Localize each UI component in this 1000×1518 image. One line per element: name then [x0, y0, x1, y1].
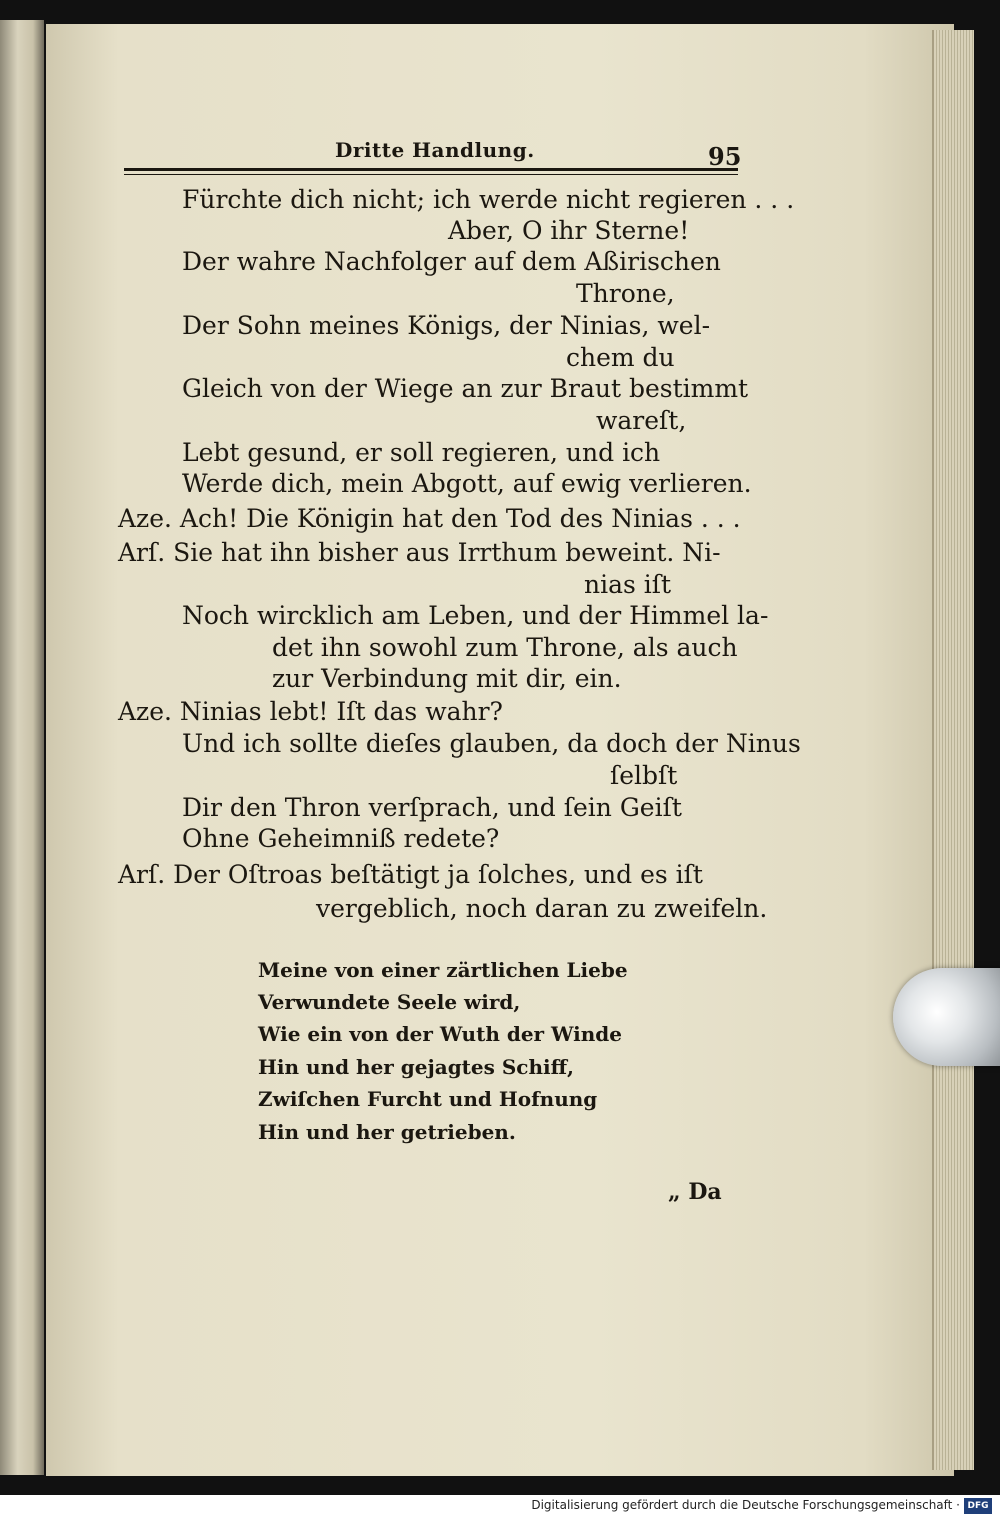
body-line: Arſ. Der Oſtroas beſtätigt ja ſolches, und es iſt: [118, 860, 703, 889]
body-line: Dir den Thron verſprach, und ſein Geiſt: [182, 793, 682, 822]
footer-credit: Digitalisierung gefördert durch die Deutsche Forschungsgemeinschaft ·: [531, 1498, 960, 1512]
page-number: 95: [708, 142, 742, 171]
body-line: Aber, O ihr Sterne!: [448, 216, 690, 245]
body-line: Fürchte dich nicht; ich werde nicht regieren . . .: [182, 185, 795, 214]
body-line: Der Sohn meines Königs, der Ninias, wel-: [182, 311, 711, 340]
aria-line: Zwiſchen Furcht und Hofnung: [258, 1087, 598, 1111]
body-line: vergeblich, noch daran zu zweifeln.: [316, 894, 768, 923]
header-rule: [124, 168, 738, 171]
body-line: Lebt gesund, er soll regieren, und ich: [182, 438, 661, 467]
aria-line: Hin und her getrieben.: [258, 1120, 516, 1144]
page-edges: [932, 30, 974, 1470]
body-line: nias iſt: [584, 570, 672, 599]
body-line: Werde dich, mein Abgott, auf ewig verlieren.: [182, 469, 752, 498]
body-line: Noch wircklich am Leben, und der Himmel la-: [182, 601, 769, 630]
dfg-logo-icon: DFG: [964, 1498, 992, 1514]
body-line: Aze. Ninias lebt! Iſt das wahr?: [118, 697, 503, 726]
facing-page-sliver: [0, 20, 44, 1475]
header-rule-thin: [124, 174, 738, 175]
body-line: Throne,: [576, 279, 675, 308]
body-line: Der wahre Nachfolger auf dem Aßirischen: [182, 247, 721, 276]
running-title: Dritte Handlung.: [335, 138, 535, 162]
body-line: ſelbſt: [610, 761, 678, 790]
page-clip: [893, 968, 1000, 1066]
aria-line: Meine von einer zärtlichen Liebe: [258, 958, 628, 982]
aria-line: Wie ein von der Wuth der Winde: [258, 1022, 622, 1046]
aria-line: Verwundete Seele wird,: [258, 990, 521, 1014]
body-line: zur Verbindung mit dir, ein.: [272, 664, 622, 693]
body-line: chem du: [566, 343, 675, 372]
body-line: Aze. Ach! Die Königin hat den Tod des Ninias . . .: [118, 504, 741, 533]
body-line: wareſt,: [596, 406, 687, 435]
body-line: Arſ. Sie hat ihn bisher aus Irrthum beweint. Ni-: [118, 538, 721, 567]
aria-line: Hin und her gejagtes Schiff,: [258, 1055, 575, 1079]
body-line: Gleich von der Wiege an zur Braut bestimmt: [182, 374, 749, 403]
footer-bar: [0, 1495, 1000, 1518]
body-line: det ihn sowohl zum Throne, als auch: [272, 633, 738, 662]
body-line: Und ich sollte dieſes glauben, da doch der Ninus: [182, 729, 801, 758]
body-line: Ohne Geheimniß redete?: [182, 824, 500, 853]
catchword: „ Da: [668, 1179, 722, 1205]
